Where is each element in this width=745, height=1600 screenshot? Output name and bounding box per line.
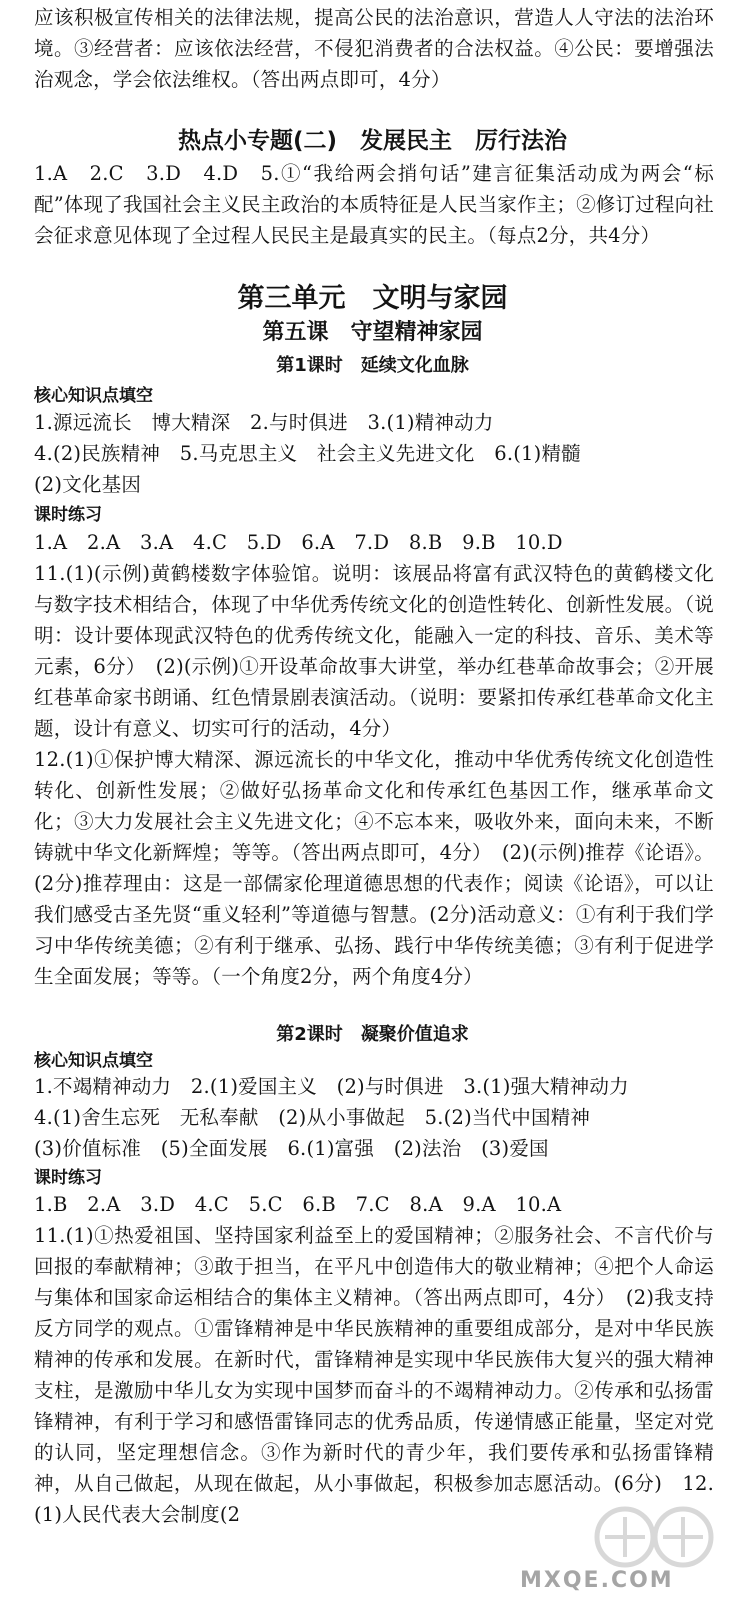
topic-answers: 1.A 2.C 3.D 4.D 5.①“我给两会捎句话”建言征集活动成为两会“标配”体现了我国社会主义民主政治的本质特征是人民当家作主；②修订过程向社会征求意见体现了全过程人民民主是最真实的民主。（每点2分，共4分） [34,162,715,247]
choice-answers-1: 1.A 2.A 3.A 4.C 5.D 6.A 7.D 8.B 9.B 10.D [34,531,563,554]
answer-paragraph-continued: 应该积极宣传相关的法律法规，提高公民的法治意识，营造人人守法的法治环境。③经营者：应该依法经营，不侵犯消费者的合法权益。④公民：要增强法治观念，学会依法维权。（答出两点即可，4分） [34,6,714,91]
practice-label-2: 课时练习 [34,1168,102,1188]
core-knowledge-label-1: 核心知识点填空 [34,386,153,406]
watermark-text: MXQE.COM [520,1568,674,1593]
topic-heading: 热点小专题(二) 发展民主 厉行法治 [177,128,568,154]
core-answers-2-line-1: 1.不竭精神动力 2.(1)爱国主义 (2)与时俱进 3.(1)强大精神动力 [34,1075,629,1098]
core-answers-2-line-3: (3)价值标准 (5)全面发展 6.(1)富强 (2)法治 (3)爱国 [34,1137,549,1160]
period-2-heading: 第2课时 凝聚价值追求 [276,1024,469,1045]
practice-label-1: 课时练习 [34,505,102,525]
core-answers-1-line-3: (2)文化基因 [34,473,142,496]
period-1-heading: 第1课时 延续文化血脉 [276,355,469,376]
choice-answers-2: 1.B 2.A 3.D 4.C 5.C 6.B 7.C 8.A 9.A 10.A [34,1193,562,1216]
core-answers-2-line-2: 4.(1)舍生忘死 无私奉献 (2)从小事做起 5.(2)当代中国精神 [34,1106,591,1129]
lesson-heading: 第五课 守望精神家园 [262,320,483,345]
question-12-answer-1: 12.(1)①保护博大精深、源远流长的中华文化，推动中华优秀传统文化创造性转化、创新性发展；②做好弘扬革命文化和传承红色基因工作，继承革命文化；③大力发展社会主义先进文化；④不忘本来，吸收外来，面向未来，不断铸就中华文化新辉煌；等等。（答出两点即可，4分） (2)(示例)推荐《论语》。(2分)推荐理由：这是一部儒家伦理道德思想的代表作；阅读《论语》，可以让我们感受古圣先贤“重义轻利”等道德与智慧。(2分)活动意义：①有利于我们学习中华传统美德；②有利于继承、弘扬、践行中华传统美德；③有利于促进学生全面发展；等等。（一个角度2分，两个角度4分） [34,748,714,988]
core-answers-1-line-1: 1.源远流长 博大精深 2.与时俱进 3.(1)精神动力 [34,411,494,434]
question-11-answer-1: 11.(1)(示例)黄鹤楼数字体验馆。说明：该展品将富有武汉特色的黄鹤楼文化与数字技术相结合，体现了中华优秀传统文化的创造性转化、创新性发展。（说明：设计要体现武汉特色的优秀传统文化，能融入一定的科技、音乐、美术等元素，6分） (2)(示例)①开设革命故事大讲堂，举办红巷革命故事会；②开展红巷革命家书朗诵、红色情景剧表演活动。（说明：要紧扣传承红巷革命文化主题，设计有意义、切实可行的活动，4分） [34,562,714,740]
unit-heading: 第三单元 文明与家园 [237,283,508,314]
question-11-answer-2: 11.(1)①热爱祖国、坚持国家利益至上的爱国精神；②服务社会、不言代价与回报的奉献精神；③敢于担当，在平凡中创造伟大的敬业精神；④把个人命运与集体和国家命运相结合的集体主义精神。（答出两点即可，4分） (2)我支持反方同学的观点。①雷锋精神是中华民族精神的重要组成部分，是对中华民族精神的传承和发展。在新时代，雷锋精神是实现中华民族伟大复兴的强大精神支柱，是激励中华儿女为实现中国梦而奋斗的不竭精神动力。②传承和弘扬雷锋精神，有利于学习和感悟雷锋同志的优秀品质，传递情感正能量，坚定对党的认同，坚定理想信念。③作为新时代的青少年，我们要传承和弘扬雷锋精神，从自己做起，从现在做起，从小事做起，积极参加志愿活动。(6分) 12.(1)人民代表大会制度(2 [34,1224,714,1526]
core-answers-1-line-2: 4.(2)民族精神 5.马克思主义 社会主义先进文化 6.(1)精髓 [34,442,581,465]
core-knowledge-label-2: 核心知识点填空 [34,1051,153,1071]
